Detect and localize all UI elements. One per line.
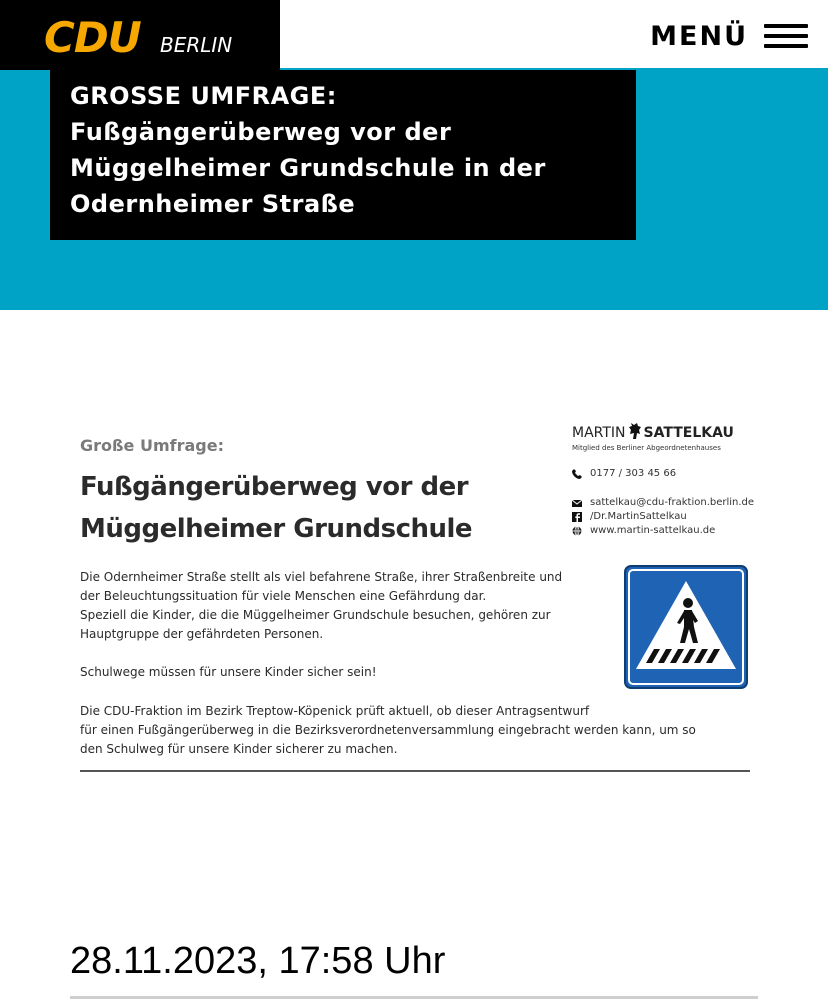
- flyer-body-line: Schulwege müssen für unsere Kinder sicher sein!: [80, 665, 377, 679]
- facebook-icon: [572, 512, 582, 522]
- flyer-closing: [80, 702, 750, 759]
- flyer-divider: [80, 770, 750, 772]
- page-title: [50, 70, 636, 240]
- site-logo[interactable]: [0, 0, 280, 70]
- article-image: [80, 412, 755, 774]
- flyer-title: [80, 466, 550, 550]
- flyer-phone-text: 0177 / 303 45 66: [590, 468, 677, 479]
- flyer-title-line: Müggelheimer Grundschule: [80, 514, 473, 544]
- article-date: 28.11.2023, 17:58 Uhr: [70, 940, 446, 982]
- flyer-body-line: Die Odernheimer Straße stellt als viel befahrene Straße, ihrer Straßenbreite und: [80, 570, 563, 584]
- berlin-bear-icon: [628, 422, 642, 444]
- flyer-closing-line: den Schulweg für unsere Kinder sicherer zu machen.: [80, 742, 398, 756]
- flyer-body-line: Hauptgruppe der gefährdeten Personen.: [80, 627, 324, 641]
- flyer-body-line: Speziell die Kinder, die die Müggelheimer Grundschule besuchen, gehören zur: [80, 608, 551, 622]
- logo-region: BERLIN: [160, 33, 233, 57]
- flyer-author-subtitle: Mitglied des Berliner Abgeordnetenhauses: [572, 444, 721, 452]
- flyer-title-line: Fußgängerüberweg vor der: [80, 472, 469, 502]
- flyer-eyebrow: Große Umfrage:: [80, 436, 224, 455]
- flyer-body-line: der Beleuchtungssituation für viele Menschen eine Gefährdung dar.: [80, 589, 487, 603]
- flyer-author-last: SATTELKAU: [643, 425, 734, 441]
- page-title-line: Fußgängerüberweg vor der: [70, 118, 452, 146]
- flyer-facebook: [572, 511, 687, 522]
- envelope-icon: [572, 498, 582, 508]
- page-title-eyebrow: GROSSE UMFRAGE:: [70, 82, 337, 110]
- flyer-phone: [572, 468, 676, 479]
- logo-brand: CDU: [44, 13, 141, 62]
- page-title-line: Odernheimer Straße: [70, 190, 356, 218]
- phone-icon: [572, 469, 582, 479]
- site-header: [0, 0, 828, 68]
- flyer-closing-line: Die CDU-Fraktion im Bezirk Treptow-Köpenick prüft aktuell, ob dieser Antragsentwurf: [80, 704, 590, 718]
- globe-icon: [572, 526, 582, 536]
- menu-button[interactable]: [650, 18, 808, 54]
- flyer-body: [80, 568, 590, 682]
- flyer-author-name: [572, 422, 734, 444]
- hamburger-icon: [764, 24, 808, 48]
- flyer-website-text: www.martin-sattelkau.de: [590, 525, 716, 536]
- date-divider: [70, 996, 758, 999]
- flyer-email: [572, 497, 754, 508]
- flyer-author-first: MARTIN: [572, 425, 626, 441]
- flyer-website: [572, 525, 715, 536]
- flyer-email-text: sattelkau@cdu-fraktion.berlin.de: [590, 497, 755, 508]
- page-title-line: Müggelheimer Grundschule in der: [70, 154, 546, 182]
- menu-label: MENÜ: [650, 20, 748, 52]
- pedestrian-crossing-sign-icon: [624, 565, 748, 689]
- flyer-closing-line: für einen Fußgängerüberweg in die Bezirksverordnetenversammlung eingebracht werden kann, um so: [80, 723, 696, 737]
- flyer-facebook-text: /Dr.MartinSattelkau: [590, 511, 687, 522]
